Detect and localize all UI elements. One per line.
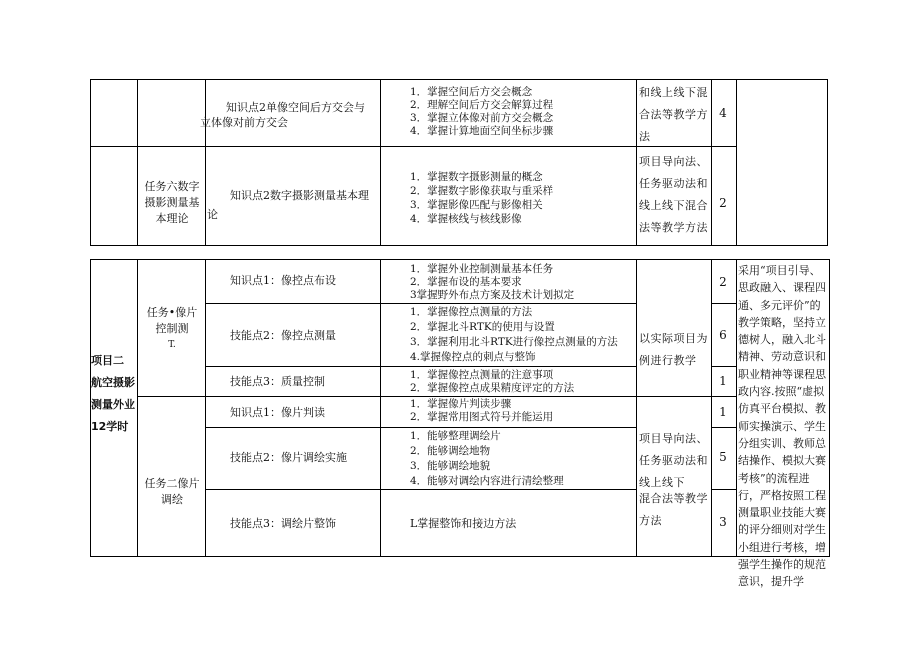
col-upper-5 xyxy=(711,79,712,246)
col-upper-6 xyxy=(736,79,737,246)
col-upper-2 xyxy=(205,79,206,246)
rule-task2-a xyxy=(205,427,636,428)
task1-point-1: 知识点1：像控点布设 xyxy=(230,274,336,287)
rule-task1-a-hours xyxy=(711,303,736,304)
col-lower-6 xyxy=(736,259,737,557)
upper-row1-knowledge: 知识点2单像空间后方交会与 立体像对前方交会 xyxy=(200,101,365,129)
task1-point-2: 技能点2：像控点测量 xyxy=(230,329,336,342)
task1-method: 以实际项目为例进行教学 xyxy=(639,332,708,367)
col-lower-5 xyxy=(711,259,712,557)
task2-hours-1: 1 xyxy=(719,405,727,419)
task2-objectives-2: 1．能够整理调绘片 2．能够调绘地物 3．能够调绘地貌 4．能够对调绘内容进行清绘整理 xyxy=(410,430,564,487)
task2-hours-3: 3 xyxy=(719,515,727,529)
task2-label: 任务二像片调绘 xyxy=(144,477,200,506)
task1-point-3: 技能点3：质量控制 xyxy=(230,375,325,388)
upper-row1-hours: 4 xyxy=(719,106,727,120)
task1-hours-1: 2 xyxy=(719,275,727,289)
upper-row2-hours: 2 xyxy=(719,196,727,210)
col-lower-1 xyxy=(137,259,138,557)
upper-row1-objectives: 1．掌握空间后方交会概念 2．理解空间后方交会解算过程 3．掌握立体像对前方交会概念 4．掌握计算地面空间坐标步骤 xyxy=(410,86,554,137)
task1-hours-3: 1 xyxy=(719,374,727,388)
upper-row2-task: 任务六数字摄影测量基本理论 xyxy=(144,180,200,225)
task2-point-3: 技能点3：调绘片整饰 xyxy=(230,517,336,530)
col-lower-3 xyxy=(380,259,381,557)
rule-task1-b xyxy=(205,366,636,367)
upper-row1-method: 和线上线下混合法等教学方法 xyxy=(639,86,708,143)
task1-hours-2: 6 xyxy=(719,328,727,342)
task2-point-2: 技能点2：像片调绘实施 xyxy=(230,451,347,464)
rule-task2-a-hours xyxy=(711,427,736,428)
task1-objectives-3: 1．掌握像控点测量的注意事项 2．掌握像控点成果精度评定的方法 xyxy=(410,369,575,394)
project-title: 项目二 航空摄影 测量外业 12学时 xyxy=(91,354,135,433)
col-upper-1 xyxy=(137,79,138,246)
rule-lower-bottom xyxy=(90,556,830,557)
col-lower-4 xyxy=(636,259,637,557)
col-lower-2 xyxy=(205,259,206,557)
col-upper-4 xyxy=(636,79,637,246)
upper-row2-knowledge-tail: 论 xyxy=(207,208,218,221)
rule-task2-b xyxy=(205,489,636,490)
task1-objectives-2: 1．掌握像控点测量的方法 2．掌握北斗RTK的使用与设置 3．掌握利用北斗RTK进行像控点测量的方法 4.掌握像控点的刺点与整饰 xyxy=(410,306,618,363)
col-lower-7 xyxy=(829,259,830,557)
rule-upper-bottom xyxy=(90,245,828,246)
task2-method-b: 混合法等教学方法 xyxy=(639,492,708,527)
upper-row2-method: 项目导向法、任务驱动法和线上线下混合法等教学方法 xyxy=(639,155,708,234)
rule-task1-b-hours xyxy=(711,366,736,367)
rule-task-split xyxy=(137,396,737,397)
upper-row2-objectives: 1．掌握数字摄影测量的概念 2．掌握数字影像获取与重采样 3．掌握影像匹配与影像相关 4．掌握核线与核线影像 xyxy=(410,171,554,225)
upper-row2-knowledge: 知识点2数字摄影测量基本理 xyxy=(230,189,369,202)
rule-lower-top xyxy=(90,259,830,260)
task1-objectives-1: 1．掌握外业控制测量基本任务 2．掌握布设的基本要求 3掌握野外布点方案及技术计划拟定 xyxy=(410,263,575,301)
rule-task2-b-hours xyxy=(711,489,736,490)
task2-method-a: 项目导向法、任务驱动法和线上线下 xyxy=(639,432,708,489)
col-upper-7 xyxy=(827,79,828,246)
task1-label-tail: T. xyxy=(168,340,176,350)
task2-objectives-1: 1．掌握像片判读步骤 2．掌握常用图式符号并能运用 xyxy=(410,398,554,423)
rule-top xyxy=(90,79,828,80)
task2-point-1: 知识点1：像片判读 xyxy=(230,406,325,419)
task2-hours-2: 5 xyxy=(719,450,727,464)
task1-label: 任务•像片控制测 xyxy=(146,306,198,335)
task2-objectives-3: L掌握整饰和接边方法 xyxy=(410,517,517,530)
rule-task1-a xyxy=(205,303,636,304)
col-upper-3 xyxy=(380,79,381,246)
strategy-text: 采用“项目引导、思政融入、课程四通、多元评价”的教学策略，坚持立德树人，融入北斗精神、劳动意识和职业精神等课程思政内容.按照“虚拟仿真平台模拟、教师实操演示、学生分组实训、教师总结操作、模拟大赛考核”的流程进行，严格按照工程测量职业技能大赛的评分细则对学生小组进行考核，增强学生操作的规范意识，提升学 xyxy=(738,264,826,589)
col-upper-0 xyxy=(90,79,91,246)
